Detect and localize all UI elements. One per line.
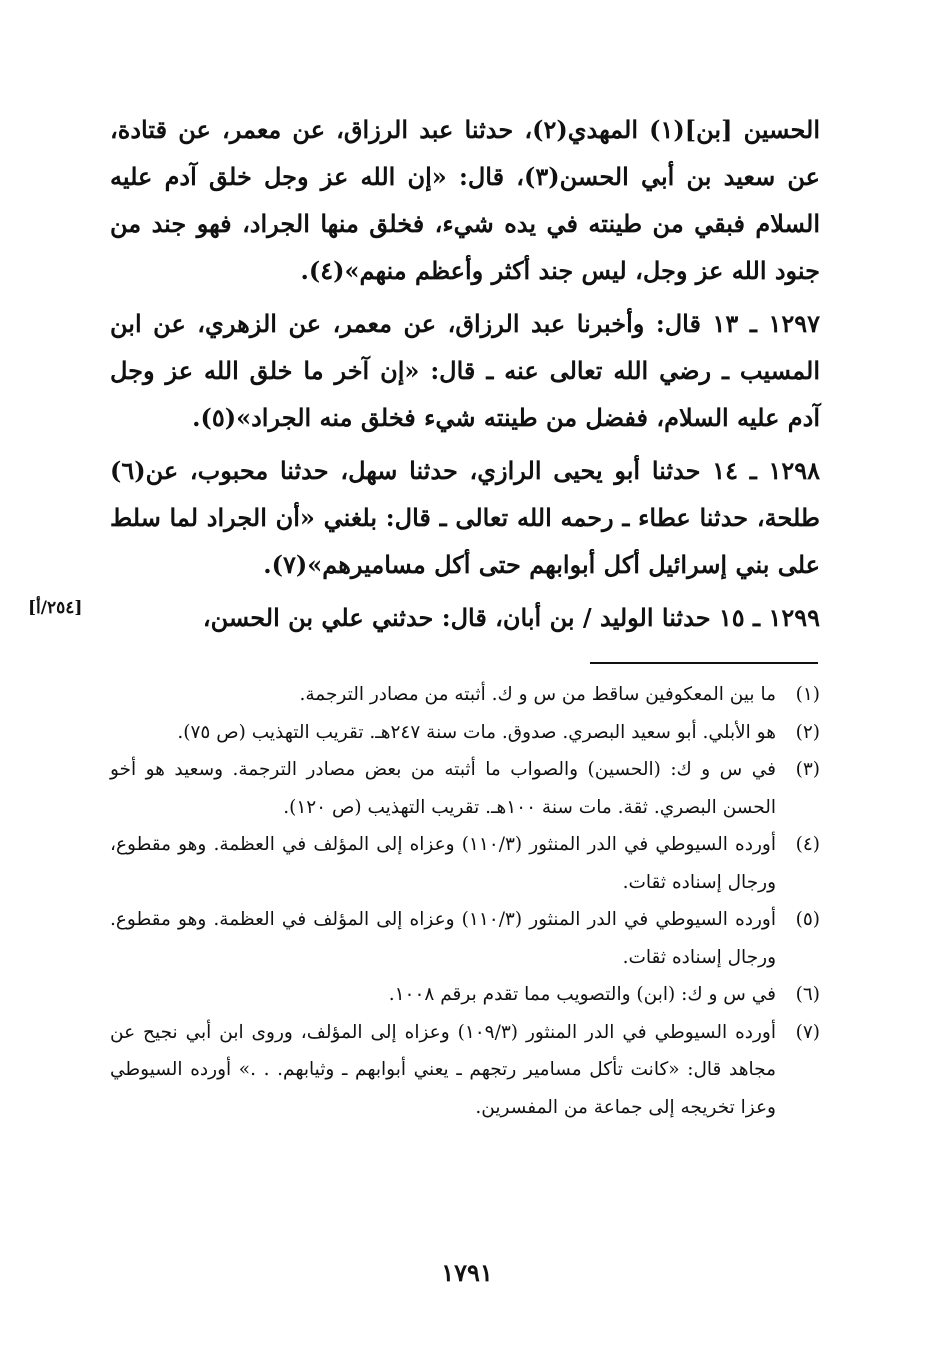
- footnote-text: في س و ك: (الحسين) والصواب ما أثبته من بعض مصادر الترجمة. وسعيد هو أخو الحسن البصري. ثقة. مات سنة ١٠٠هـ. تقريب التهذيب (ص ١٢٠).: [110, 759, 776, 818]
- footnote-5: [110, 901, 820, 976]
- footnote-number: (٤): [795, 834, 820, 855]
- footnote-6: [110, 976, 820, 1014]
- page-number: ١٧٩١: [441, 1258, 493, 1287]
- main-text: [110, 106, 820, 641]
- footnote-text: ما بين المعكوفين ساقط من س و ك. أثبته من مصادر الترجمة.: [299, 684, 776, 705]
- footnote-divider: [590, 662, 818, 664]
- footnotes: [110, 676, 820, 1126]
- footnote-number: (٧): [795, 1021, 820, 1043]
- footnote-text: هو الأبلي. أبو سعيد البصري. صدوق. مات سنة ٢٤٧هـ. تقريب التهذيب (ص ٧٥).: [177, 721, 776, 743]
- footnote-2: [110, 714, 820, 752]
- footnote-3: [110, 751, 820, 826]
- footnote-number: (٦): [795, 984, 820, 1005]
- paragraph-hadith-1297: ١٢٩٧ ـ ١٣ قال: وأخبرنا عبد الرزاق، عن معمر، عن الزهري، عن ابن المسيب ـ رضي الله تعالى عنه ـ قال: «إن آخر ما خلق الله عز وجل آدم عليه السلام، ففضل من طينته شيء فخلق منه الجراد»(٥).: [110, 309, 820, 432]
- footnote-text: أورده السيوطي في الدر المنثور (١١٠/٣) وعزاه إلى المؤلف في العظمة. وهو مقطوع، ورجال إسناده ثقات.: [110, 834, 776, 893]
- manuscript-folio-marker: [٢٥٤/أ]: [28, 598, 83, 618]
- paragraph-hadith-1299: ١٢٩٩ ـ ١٥ حدثنا الوليد / بن أبان، قال: حدثني علي بن الحسن،: [202, 603, 820, 632]
- footnote-number: (٥): [795, 909, 820, 930]
- footnote-4: [110, 826, 820, 901]
- footnote-7: [110, 1014, 820, 1127]
- footnote-1: [110, 676, 820, 714]
- footnote-number: (١): [795, 684, 820, 705]
- footnote-text: أورده السيوطي في الدر المنثور (١٠٩/٣) وعزاه إلى المؤلف، وروى ابن أبي نجيح عن مجاهد قال: «كانت تأكل مسامير رتجهم ـ يعني أبوابهم ـ وثيابهم. . .» أورده السيوطي وعزا تخريجه إلى جماعة من المفسرين.: [110, 1021, 777, 1118]
- footnote-text: في س و ك: (ابن) والتصويب مما تقدم برقم ١٠٠٨.: [388, 984, 776, 1005]
- paragraph-hadith-1298: ١٢٩٨ ـ ١٤ حدثنا أبو يحيى الرازي، حدثنا سهل، حدثنا محبوب، عن(٦) طلحة، حدثنا عطاء ـ رحمه الله تعالى ـ قال: بلغني «أن الجراد لما سلط على بني إسرائيل أكل أبوابهم حتى أكل مساميرهم»(٧).: [110, 456, 820, 579]
- footnote-text: أورده السيوطي في الدر المنثور (١١٠/٣) وعزاه إلى المؤلف في العظمة. وهو مقطوع. ورجال إسناده ثقات.: [110, 909, 777, 968]
- footnote-number: (٢): [795, 721, 820, 743]
- paragraph-continuation: الحسين [بن](١) المهدي(٢)، حدثنا عبد الرزاق، عن معمر، عن قتادة، عن سعيد بن أبي الحسن(٣)، قال: «إن الله عز وجل خلق آدم عليه السلام فبقي من طينته في يده شيء، فخلق منها الجراد، فهو جند من جنود الله عز وجل، ليس جند أكثر وأعظم منهم»(٤).: [110, 115, 820, 285]
- footnote-number: (٣): [795, 759, 820, 780]
